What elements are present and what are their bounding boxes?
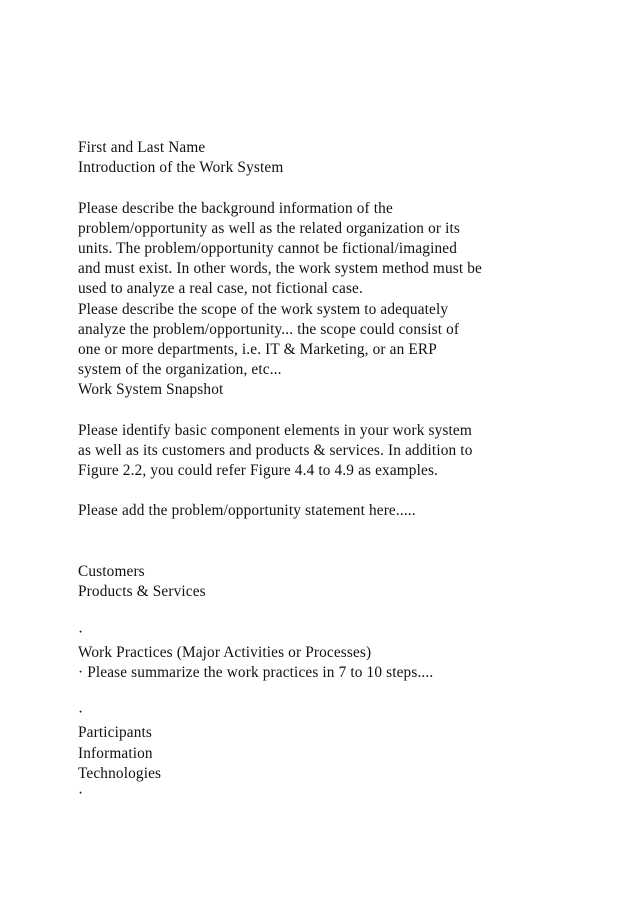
- snapshot-paragraph-line: Figure 2.2, you could refer Figure 4.4 to 4.9 as examples.: [78, 462, 439, 479]
- bullet-marker: ·: [78, 704, 84, 722]
- section-heading-introduction: Introduction of the Work System: [78, 159, 284, 177]
- intro-paragraph-line: Please describe the background information of the: [78, 199, 393, 217]
- work-practices-label: Work Practices (Major Activities or Processes): [78, 643, 372, 661]
- blank-line: [78, 400, 598, 420]
- scope-paragraph-line: Please describe the scope of the work system to adequately: [78, 300, 449, 318]
- bullet-marker: ·: [78, 785, 84, 803]
- document-body: [78, 138, 598, 804]
- blank-line: [78, 683, 598, 703]
- scope-paragraph-line: system of the organization, etc...: [78, 361, 282, 379]
- blank-line: [78, 178, 598, 198]
- work-practices-prompt: · Please summarize the work practices in 7 to 10 steps....: [78, 663, 434, 681]
- intro-paragraph-line: units. The problem/opportunity cannot be fictional/imagined: [78, 239, 458, 257]
- blank-line: [78, 602, 598, 622]
- customers-label: Customers: [78, 562, 145, 580]
- section-heading-snapshot: Work System Snapshot: [78, 381, 224, 399]
- snapshot-paragraph-line: Please identify basic component elements in your work system: [78, 421, 472, 439]
- products-services-label: Products & Services: [78, 583, 206, 601]
- author-name: First and Last Name: [78, 139, 206, 156]
- statement-prompt: Please add the problem/opportunity statement here.....: [78, 502, 416, 520]
- intro-paragraph-line: used to analyze a real case, not fictional case.: [78, 280, 363, 298]
- scope-paragraph-line: one or more departments, i.e. IT & Marketing, or an ERP: [78, 340, 437, 358]
- information-label: Information: [78, 744, 153, 762]
- bullet-marker: ·: [78, 623, 84, 641]
- snapshot-paragraph-line: as well as its customers and products & services. In addition to: [78, 441, 473, 459]
- participants-label: Participants: [78, 724, 153, 742]
- scope-paragraph-line: analyze the problem/opportunity... the scope could consist of: [78, 320, 460, 338]
- blank-line: [78, 481, 598, 501]
- intro-paragraph-line: problem/opportunity as well as the related organization or its: [78, 219, 460, 237]
- technologies-label: Technologies: [78, 764, 162, 782]
- intro-paragraph-line: and must exist. In other words, the work system method must be: [78, 260, 482, 278]
- blank-lines: [78, 522, 598, 562]
